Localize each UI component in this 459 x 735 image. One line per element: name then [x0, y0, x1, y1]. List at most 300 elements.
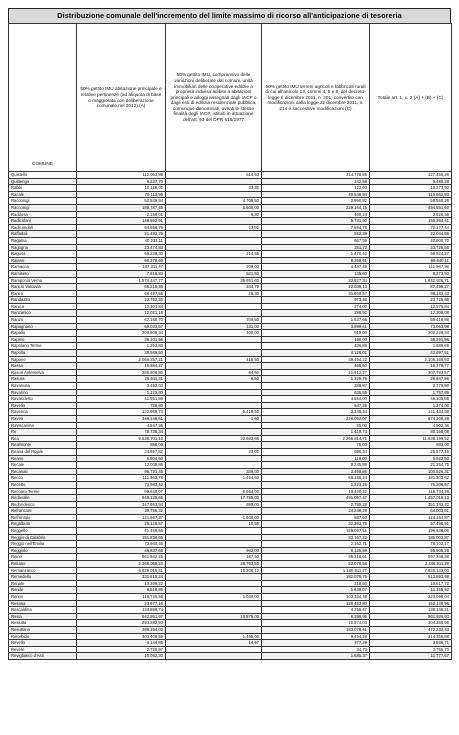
table-row [9, 383, 452, 390]
value-c-cell: 229.164,15 [262, 204, 370, 211]
value-c-cell: 547,26 [262, 402, 370, 409]
comune-name-cell: Re [9, 429, 77, 436]
comune-name-cell: Raffadali [9, 231, 77, 238]
total-cell: 5.923,50 [370, 455, 452, 462]
value-b-cell [166, 626, 262, 633]
total-cell: 10.273,90 [370, 185, 452, 192]
value-a-cell: 41.450,55 [77, 528, 166, 535]
value-a-cell: 24.857,82 [77, 448, 166, 455]
value-b-cell [166, 620, 262, 627]
value-a-cell: 111.663,78 [77, 475, 166, 482]
table-row [9, 508, 452, 515]
value-a-cell: 73.983,42 [77, 481, 166, 488]
value-a-cell: 9.538.701,16 [77, 435, 166, 442]
comune-name-cell: Ravarino [9, 389, 77, 396]
value-c-cell: 8.125,59 [262, 547, 370, 554]
comune-name-cell: Remedello [9, 574, 77, 581]
value-a-cell: 7.616,83 [77, 270, 166, 277]
value-a-cell: 561.842,25 [77, 554, 166, 561]
comune-name-cell: Regalbuto [9, 521, 77, 528]
value-a-cell: 78.738,34 [77, 429, 166, 436]
value-b-cell: 5.600,00 [166, 204, 262, 211]
value-c-cell: 8.399,96 [262, 613, 370, 620]
value-b-cell: 1.495,00 [166, 633, 262, 640]
comune-name-cell: Rassa [9, 363, 77, 370]
total-cell: 2.755,70 [370, 646, 452, 653]
value-a-cell: 1.122,30 [77, 389, 166, 396]
value-a-cell: 9.237,70 [77, 178, 166, 185]
table-row [9, 521, 452, 528]
comune-name-cell: Reggello [9, 528, 77, 535]
table-row [9, 528, 452, 535]
comune-name-cell: Reino [9, 554, 77, 561]
table-row [9, 363, 452, 370]
value-b-cell [166, 481, 262, 488]
comune-name-cell: Ranco [9, 290, 77, 297]
total-cell: 76.103,17 [370, 541, 452, 548]
value-c-cell: 1.223,25 [262, 481, 370, 488]
value-c-cell: 4.255,47 [262, 607, 370, 614]
document-page [8, 8, 451, 660]
value-c-cell: 9.454,29 [262, 633, 370, 640]
total-cell: 7.820.133,00 [370, 567, 452, 574]
value-a-cell: 2.366.069,23 [77, 561, 166, 568]
comune-name-cell: Raddusa [9, 211, 77, 218]
comune-name-cell: Renate [9, 580, 77, 587]
table-row [9, 653, 452, 660]
value-b-cell [166, 257, 262, 264]
table-row [9, 462, 452, 469]
total-cell: 152.130,96 [370, 600, 452, 607]
value-a-cell: 289.154,02 [77, 626, 166, 633]
comune-name-cell: Rancio Valcuvia [9, 284, 77, 291]
total-cell: 110.662,93 [370, 191, 452, 198]
table-row [9, 567, 452, 574]
total-cell: 55.905,25 [370, 547, 452, 554]
value-a-cell: 65.215,35 [77, 284, 166, 291]
total-cell: 2.106.166,93 [370, 356, 452, 363]
comune-name-cell: Raviscanina [9, 422, 77, 429]
value-a-cell: 39.755,32 [77, 508, 166, 515]
comune-name-cell: Refrancore [9, 508, 77, 515]
total-cell: 72.177,44 [370, 224, 452, 231]
value-c-cell: 119,00 [262, 455, 370, 462]
value-a-cell: 121.967,37 [77, 514, 166, 521]
table-row [9, 389, 452, 396]
value-c-cell: 4.554,00 [262, 396, 370, 403]
comune-name-cell: Racconigi [9, 198, 77, 205]
table-row [9, 534, 452, 541]
comune-name-cell: Reggio nell'Emilia [9, 541, 77, 548]
comune-name-cell: Rasun Anterselva [9, 369, 77, 376]
value-b-cell: 8,30 [166, 211, 262, 218]
value-b-cell: 4.709,50 [166, 198, 262, 205]
value-c-cell: 667,59 [262, 237, 370, 244]
value-c-cell: 635,59 [262, 389, 370, 396]
comune-name-cell: Reana del Rojale [9, 448, 77, 455]
value-c-cell: 3.468,86 [262, 468, 370, 475]
value-b-cell: 214,55 [166, 251, 262, 258]
value-b-cell: 700,50 [166, 317, 262, 324]
table-row [9, 251, 452, 258]
comune-name-cell: Racale [9, 191, 77, 198]
column-header-a: 50% gettito IMU abitazione principale e relative pertinenze (ad aliquota di base o maggiorata con deliberazione comunale nel 2012) (A) [77, 24, 166, 172]
value-a-cell: 200.909,34 [77, 330, 166, 337]
total-cell: 98.183,43 [370, 290, 452, 297]
comune-name-cell: Rapino [9, 336, 77, 343]
value-a-cell: 1.252,80 [77, 343, 166, 350]
value-b-cell: 5.664,00 [166, 488, 262, 495]
value-b-cell: 1.454,60 [166, 475, 262, 482]
value-b-cell: 1.600,00 [166, 514, 262, 521]
table-row [9, 185, 452, 192]
value-b-cell: 17.785,00 [166, 495, 262, 502]
total-cell: 574.200,28 [370, 415, 452, 422]
comune-name-cell: Ramacca [9, 264, 77, 271]
value-c-cell: 1.639,07 [262, 587, 370, 594]
value-c-cell: 2.162,71 [262, 541, 370, 548]
total-cell: 307.783,57 [370, 369, 452, 376]
table-row [9, 172, 452, 179]
total-cell: 513.893,99 [370, 574, 452, 581]
value-a-cell: 726,80 [77, 402, 166, 409]
comune-name-cell: Recale [9, 462, 77, 469]
value-b-cell [166, 534, 262, 541]
table-row [9, 277, 452, 284]
total-cell: 2.626,55 [370, 211, 452, 218]
value-c-cell: 286,92 [262, 310, 370, 317]
table-row [9, 541, 452, 548]
comune-name-cell: Recetto [9, 481, 77, 488]
value-a-cell: 50.849,94 [77, 198, 166, 205]
table-row [9, 323, 452, 330]
table-row [9, 218, 452, 225]
total-cell: 115.734,29 [370, 488, 452, 495]
value-a-cell: 189.787,45 [77, 204, 166, 211]
value-c-cell: 33.167,22 [262, 534, 370, 541]
table-row [9, 468, 452, 475]
value-c-cell: 1.329,75 [262, 376, 370, 383]
table-row [9, 290, 452, 297]
total-cell: 64.003,61 [370, 508, 452, 515]
total-cell: 12.575,84 [370, 303, 452, 310]
value-c-cell: 32.362,75 [262, 521, 370, 528]
value-b-cell [166, 528, 262, 535]
table-row [9, 356, 452, 363]
value-b-cell [166, 600, 262, 607]
value-a-cell: 948.135,66 [77, 495, 166, 502]
value-b-cell: 131,00 [166, 323, 262, 330]
comune-name-cell: Randazzo [9, 297, 77, 304]
table-row [9, 191, 452, 198]
value-c-cell: 696,34 [262, 448, 370, 455]
value-c-cell: 1.470,42 [262, 251, 370, 258]
value-b-cell: 521,50 [166, 270, 262, 277]
comune-name-cell: Rapolla [9, 350, 77, 357]
value-c-cell: 4.128,01 [262, 350, 370, 357]
table-row [9, 336, 452, 343]
column-header-b: 50% gettito IMU, comprensivo delle variazioni deliberate dal comuni, unità immobiliari delle cooperative edilizie a proprietà indivisa adibite a abitazioni principali e alloggi assegnati dagli IACP o dagli enti di edilizia residenziale pubblica, comunque denominati, aventi le stesse finalità degli IACP, istituiti in attuazione dell'art. 93 del DPR 616/1977 [166, 24, 262, 172]
total-cell: 25.577,16 [370, 448, 452, 455]
value-c-cell: 183.078,41 [262, 626, 370, 633]
total-cell: 961.926,93 [370, 613, 452, 620]
value-a-cell: 10.092,30 [77, 653, 166, 660]
value-b-cell: 33,30 [166, 185, 262, 192]
total-cell: 427.456,26 [370, 172, 452, 179]
value-a-cell: 303.406,59 [77, 633, 166, 640]
value-b-cell: 1,60 [166, 415, 262, 422]
total-cell: 46.105,86 [370, 396, 452, 403]
value-c-cell: 460,24 [262, 211, 370, 218]
value-c-cell: 226.052,07 [262, 415, 370, 422]
value-a-cell: 942.951,97 [77, 613, 166, 620]
value-a-cell: 3.493,03 [77, 383, 166, 390]
value-c-cell: 182.078,75 [262, 574, 370, 581]
value-c-cell: 2.990,82 [262, 198, 370, 205]
total-cell: 314.355,88 [370, 633, 452, 640]
value-c-cell: 973,46 [262, 297, 370, 304]
total-cell: 66.924,27 [370, 251, 452, 258]
value-c-cell: 75,00 [262, 442, 370, 449]
value-a-cell: 2.158,01 [77, 211, 166, 218]
comune-name-cell: Realmonte [9, 442, 77, 449]
comune-name-cell: Ranzo [9, 317, 77, 324]
value-c-cell: 251,72 [262, 244, 370, 251]
value-b-cell: 614,53 [166, 172, 262, 179]
value-a-cell: 112.063,88 [77, 172, 166, 179]
value-a-cell: 15.884,27 [77, 363, 166, 370]
table-row [9, 620, 452, 627]
comune-name-cell: Quittengo [9, 178, 77, 185]
value-c-cell: 135,60 [262, 270, 370, 277]
table-row [9, 231, 452, 238]
value-a-cell: 23.677,16 [77, 600, 166, 607]
value-a-cell: 1.574.447,77 [77, 277, 166, 284]
value-b-cell: 28.763,50 [166, 561, 262, 568]
value-a-cell: 347.663,94 [77, 501, 166, 508]
comune-name-cell: Rea [9, 435, 77, 442]
value-b-cell [166, 402, 262, 409]
value-c-cell: 1.685,37 [262, 653, 370, 660]
value-c-cell: 7.594,76 [262, 224, 370, 231]
value-c-cell: 1.180.811,27 [262, 567, 370, 574]
total-cell: 181.303,62 [370, 475, 452, 482]
comune-name-cell: Rapallo [9, 330, 77, 337]
value-c-cell: 552,39 [262, 231, 370, 238]
table-row [9, 178, 452, 185]
comune-name-cell: Ramiseto [9, 270, 77, 277]
value-b-cell [166, 607, 262, 614]
table-row [9, 626, 452, 633]
value-c-cell: 128.453,80 [262, 600, 370, 607]
total-cell: 1.274,06 [370, 402, 452, 409]
comune-name-cell: Resiutta [9, 620, 77, 627]
value-c-cell: 242,59 [262, 178, 370, 185]
column-header-total: Totale art. 1, c. 2 (A) + (B) + (C) [370, 24, 452, 172]
value-b-cell [166, 310, 262, 317]
total-cell: 43.697,51 [370, 350, 452, 357]
comune-name-cell: Rescaldina [9, 607, 77, 614]
comune-name-cell: Rasura [9, 376, 77, 383]
value-b-cell [166, 574, 262, 581]
value-b-cell [166, 237, 262, 244]
comune-name-cell: Remanzacco [9, 567, 77, 574]
value-b-cell: 5.419,50 [166, 409, 262, 416]
value-a-cell: 21.492,29 [77, 231, 166, 238]
value-c-cell: 587,50 [262, 514, 370, 521]
value-a-cell: 60.370,60 [77, 257, 166, 264]
table-row [9, 488, 452, 495]
total-cell: 23.725,66 [370, 297, 452, 304]
value-c-cell: 32.827,34 [262, 277, 370, 284]
total-cell: 138.145,21 [370, 607, 452, 614]
value-c-cell: 9.245,89 [262, 462, 370, 469]
total-cell: 494.551,60 [370, 204, 452, 211]
table-row [9, 422, 452, 429]
value-b-cell [166, 541, 262, 548]
value-b-cell [166, 580, 262, 587]
value-b-cell [166, 218, 262, 225]
value-b-cell: 10.575,00 [166, 613, 262, 620]
total-cell: 26.847,56 [370, 376, 452, 383]
comune-name-cell: Ravascletto [9, 396, 77, 403]
value-c-cell: 4.447,49 [262, 264, 370, 271]
table-row [9, 514, 452, 521]
table-row [9, 343, 452, 350]
value-a-cell: 39.569,50 [77, 350, 166, 357]
total-cell: 40.900,70 [370, 237, 452, 244]
table-row [9, 580, 452, 587]
table-row [9, 547, 452, 554]
table-row [9, 409, 452, 416]
value-a-cell: 118.725,56 [77, 594, 166, 601]
comune-name-cell: Reano [9, 455, 77, 462]
comune-name-cell: Rapolano Terme [9, 343, 77, 350]
table-row [9, 561, 452, 568]
value-a-cell: 149.552,91 [77, 218, 166, 225]
value-a-cell: 64.558,76 [77, 224, 166, 231]
value-c-cell: 495,50 [262, 363, 370, 370]
value-a-cell: 2.066.257,21 [77, 356, 166, 363]
value-a-cell: 133.889,74 [77, 607, 166, 614]
total-cell: 185.003,87 [370, 534, 452, 541]
value-a-cell: 40.233,11 [77, 237, 166, 244]
comune-name-cell: Resana [9, 600, 77, 607]
value-a-cell: 107.311,47 [77, 264, 166, 271]
comune-name-cell: Resia [9, 613, 77, 620]
total-cell: 73.063,98 [370, 323, 452, 330]
value-a-cell: 5.804,50 [77, 455, 166, 462]
table-row [9, 633, 452, 640]
value-b-cell: 64,50 [166, 369, 262, 376]
value-b-cell [166, 442, 262, 449]
value-c-cell: 2.266.814,71 [262, 435, 370, 442]
value-c-cell: 218,50 [262, 580, 370, 587]
table-row [9, 264, 452, 271]
value-c-cell: 103.334,48 [262, 594, 370, 601]
value-c-cell: 10.974,03 [262, 620, 370, 627]
value-a-cell: 9.516,85 [77, 587, 166, 594]
value-a-cell: 35.101,56 [77, 336, 166, 343]
table-row [9, 646, 452, 653]
comune-name-cell: Recco [9, 475, 77, 482]
value-c-cell: 10.430,22 [262, 488, 370, 495]
value-c-cell: 1.537,66 [262, 317, 370, 324]
value-b-cell [166, 350, 262, 357]
value-b-cell: 32.683,65 [166, 435, 262, 442]
value-b-cell: 187,50 [166, 554, 262, 561]
header-row [9, 24, 452, 172]
value-c-cell: 155.087,51 [262, 528, 370, 535]
value-a-cell: 4.847,36 [77, 422, 166, 429]
table-row [9, 429, 452, 436]
total-cell: 1.457.018,13 [370, 495, 452, 502]
value-b-cell [166, 343, 262, 350]
value-c-cell: 39.494,22 [262, 356, 370, 363]
comune-name-cell: Refrontolo [9, 514, 77, 521]
comune-name-cell: Ragusa [9, 251, 77, 258]
value-b-cell: 336,00 [166, 468, 262, 475]
column-header-c: 50% gettito IMU terreni agricoli e fabbricati rurali di cui all'articolo 13, commi 4, 5 e 8, del decreto-legge 6 dicembre 2011, n. 201, convertito con modificazioni dalla legge 22 dicembre 2011, n. 214 e successive modificazioni (C) [262, 24, 370, 172]
value-b-cell: 415,50 [166, 356, 262, 363]
comune-name-cell: Ravenna [9, 409, 77, 416]
value-c-cell: 190,00 [262, 336, 370, 343]
value-c-cell: 2.789,28 [262, 501, 370, 508]
value-b-cell [166, 422, 262, 429]
value-b-cell: 23,92 [166, 224, 262, 231]
value-c-cell: 1.419,74 [262, 429, 370, 436]
value-b-cell [166, 396, 262, 403]
value-b-cell [166, 363, 262, 370]
value-b-cell [166, 587, 262, 594]
value-c-cell: 5.731,50 [262, 218, 370, 225]
comune-name-cell: Radicofani [9, 218, 77, 225]
value-b-cell [166, 191, 262, 198]
value-b-cell: 14,57 [166, 640, 262, 647]
value-b-cell: 690,00 [166, 501, 262, 508]
table-row [9, 587, 452, 594]
value-c-cell: 314.778,85 [262, 172, 370, 179]
value-c-cell: 22.039,13 [262, 284, 370, 291]
table-row [9, 442, 452, 449]
comune-name-cell: Redondesco [9, 501, 77, 508]
total-cell: 111.967,96 [370, 264, 452, 271]
comune-name-cell: Ravello [9, 402, 77, 409]
total-cell: 1.689,65 [370, 343, 452, 350]
table-row [9, 448, 452, 455]
comune-name-cell: Retorbido [9, 633, 77, 640]
total-cell: 80.158,08 [370, 429, 452, 436]
total-cell: 351.143,22 [370, 501, 452, 508]
value-b-cell: 1.030,00 [166, 594, 262, 601]
comune-name-cell: Ragalna [9, 237, 77, 244]
table-row [9, 495, 452, 502]
comune-name-cell: Recanati [9, 468, 77, 475]
value-c-cell: 52.078,56 [262, 561, 370, 568]
comune-name-cell: Raiano [9, 257, 77, 264]
total-cell: 69.640,11 [370, 257, 452, 264]
total-cell: 223.090,04 [370, 594, 452, 601]
value-c-cell: 40.548,94 [262, 191, 370, 198]
total-cell: 196.538,06 [370, 528, 452, 535]
table-row [9, 600, 452, 607]
value-a-cell: 67.180,70 [77, 317, 166, 324]
value-b-cell [166, 303, 262, 310]
total-cell: 69.418,86 [370, 317, 452, 324]
value-a-cell: 65.239,30 [77, 251, 166, 258]
table-row [9, 396, 452, 403]
value-a-cell: 12.008,86 [77, 462, 166, 469]
